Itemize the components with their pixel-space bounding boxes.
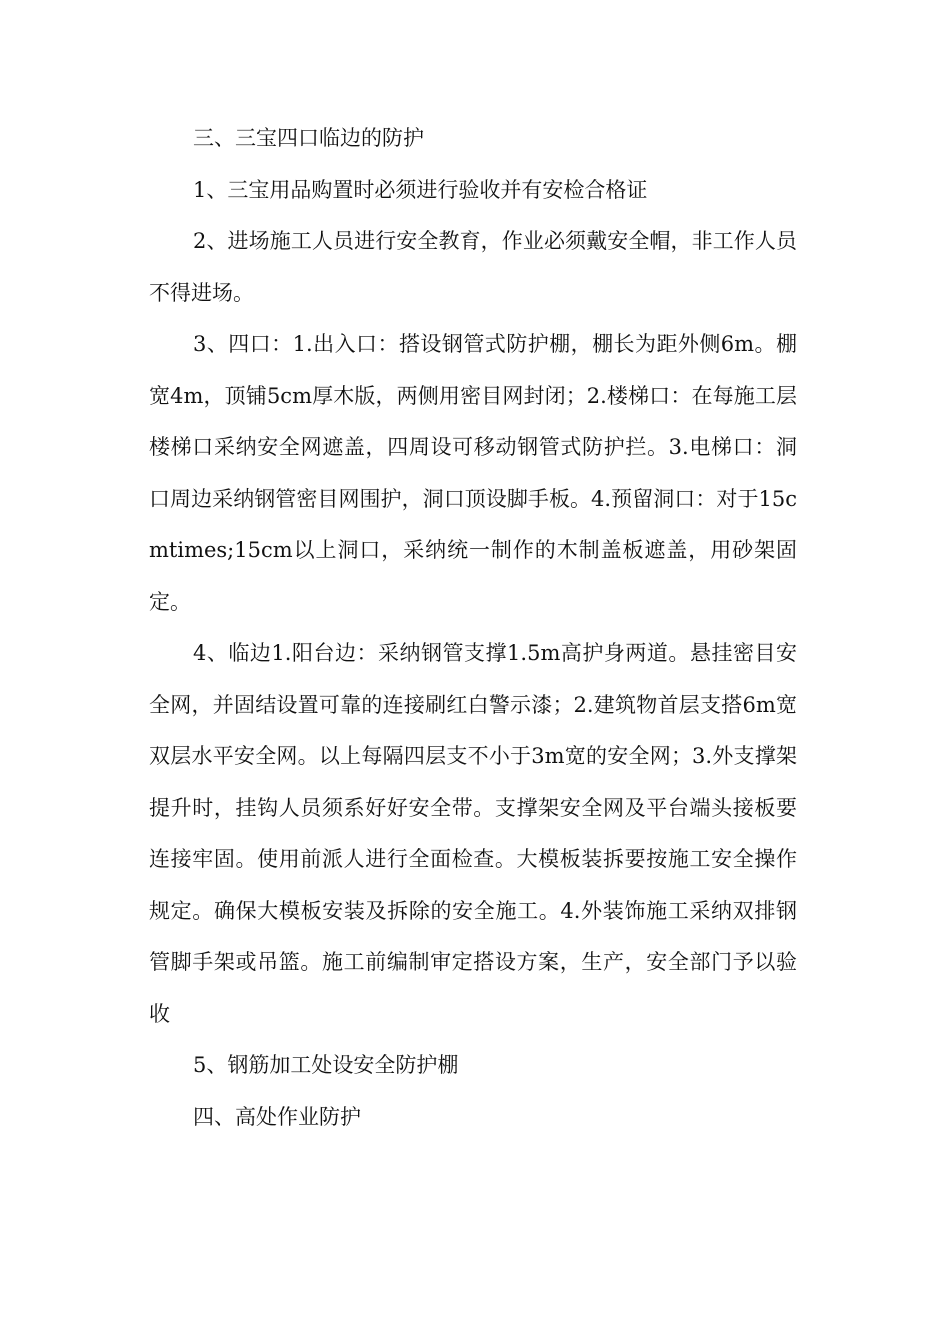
paragraph-item-3: 3、四口：1.出入口：搭设钢管式防护棚，棚长为距外侧6m。棚宽4m，顶铺5cm厚木版，两侧用密目网封闭；2.楼梯口：在每施工层楼梯口采纳安全网遮盖，四周设可移动钢管式防护拦。3.电梯口：洞口周边采纳钢管密目网围护，洞口顶设脚手板。4.预留洞口：对于15cmtimes;15cm以上洞口，采纳统一制作的木制盖板遮盖，用砂架固定。 (149, 332, 797, 614)
paragraph-item-4: 4、临边1.阳台边：采纳钢管支撑1.5m高护身两道。悬挂密目安全网，并固结设置可靠的连接刷红白警示漆；2.建筑物首层支搭6m宽双层水平安全网。以上每隔四层支不小于3m宽的安全网；3.外支撑架提升时，挂钩人员须系好好安全带。支撑架安全网及平台端头接板要连接牢固。使用前派人进行全面检查。大模板装拆要按施工安全操作规定。确保大模板安装及拆除的安全施工。4.外装饰施工采纳双排钢管脚手架或吊篮。施工前编制审定搭设方案，生产，安全部门予以验收 (149, 641, 797, 1026)
paragraph-item-2: 2、进场施工人员进行安全教育，作业必须戴安全帽，非工作人员不得进场。 (149, 229, 797, 305)
section-heading-three: 三、三宝四口临边的防护 (193, 126, 424, 150)
paragraph-item-5: 5、钢筋加工处设安全防护棚 (193, 1053, 459, 1077)
document-body (149, 113, 797, 1143)
section-heading-four: 四、高处作业防护 (193, 1104, 361, 1129)
paragraph-item-1: 1、三宝用品购置时必须进行验收并有安检合格证 (193, 177, 648, 202)
